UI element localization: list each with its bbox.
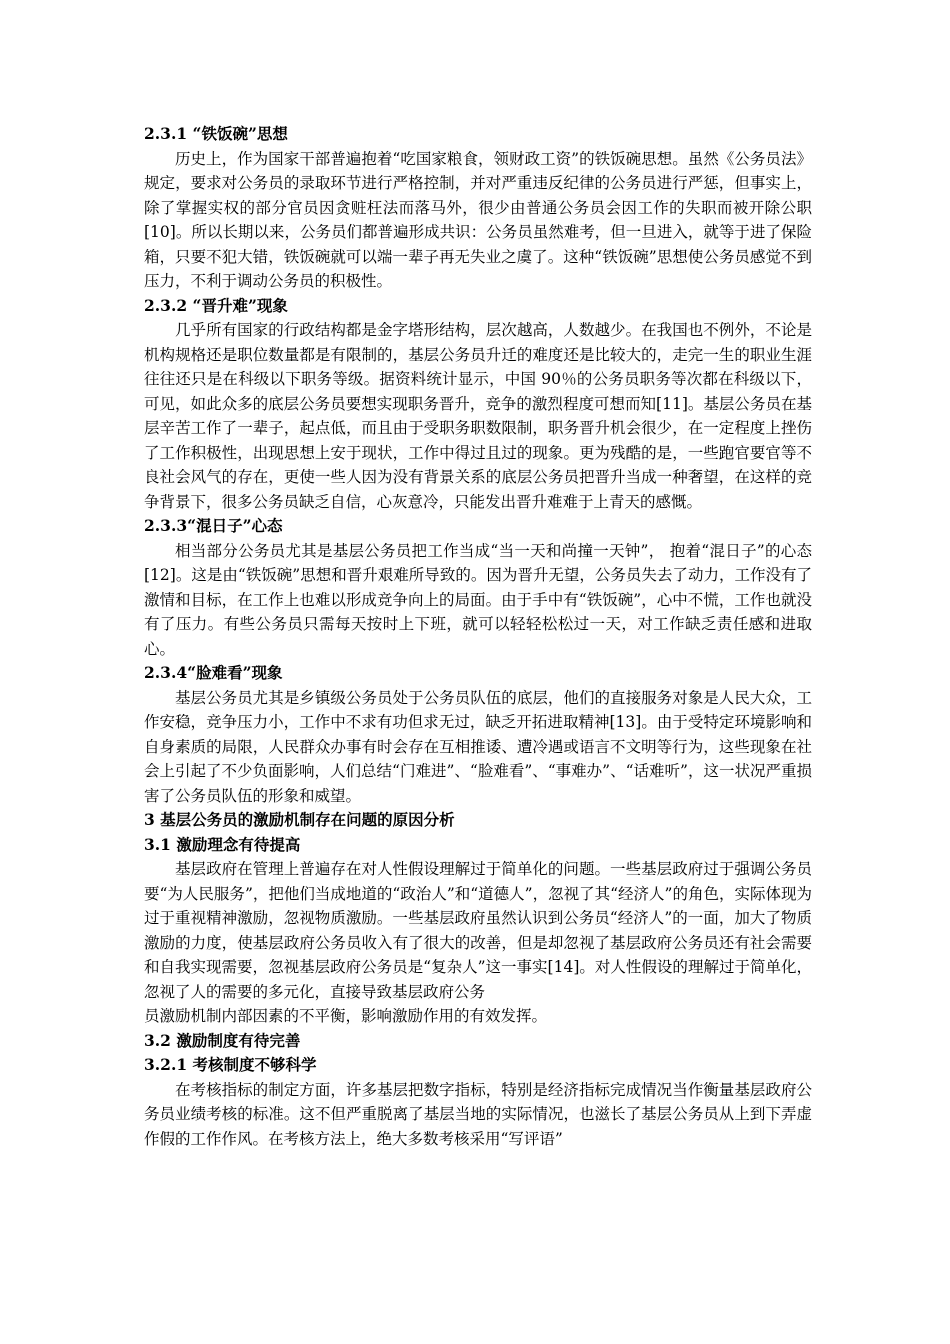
paragraph-assessment-system: 在考核指标的制定方面，许多基层把数字指标，特别是经济指标完成情况当作衡量基层政府公务员业绩考核的标准。这不但严重脱离了基层当地的实际情况，也滋长了基层公务员从上到下弄虚作假的工作作风。在考核方法上，绝大多数考核采用“写评语” [144,1080,812,1148]
section-heading-3-2: 3.2 激励制度有待完善 [144,1030,301,1050]
section-heading-2-3-2: 2.3.2 “晋升难”现象 [144,295,288,315]
paragraph-iron-rice-bowl: 历史上，作为国家干部普遍抱着“吃国家粮食，领财政工资”的铁饭碗思想。虽然《公务员法》规定，要求对公务员的录取环节进行严格控制，并对严重违反纪律的公务员进行严惩，但事实上，除了掌握实权的部分官员因贪赃枉法而落马外，很少由普通公务员会因工作的失职而被开除公职[10]。所以长期以来，公务员们都普遍形成共识：公务员虽然难考，但一旦进入，就等于进了保险箱，只要不犯大错，铁饭碗就可以端一辈子再无失业之虞了。这种“铁饭碗”思想使公务员感觉不到压力，不利于调动公务员的积极性。 [144,149,812,290]
section-heading-2-3-3: 2.3.3“混日子”心态 [144,516,283,535]
paragraph-incentive-concept-continued: 员激励机制内部因素的不平衡，影响激励作用的有效发挥。 [144,1007,548,1025]
paragraph-idle-mentality: 相当部分公务员尤其是基层公务员把工作当成“当一天和尚撞一天钟”， 抱着“混日子”的心态[12]。这是由“铁饭碗”思想和晋升艰难所导致的。因为晋升无望，公务员失去了动力，工作没有了激情和目标，在工作上也难以形成竞争向上的局面。由于手中有“铁饭碗”，心中不慌，工作也就没有了压力。有些公务员只需每天按时上下班，就可以轻轻松松过一天，对工作缺乏责任感和进取心。 [144,541,812,658]
section-heading-2-3-1: 2.3.1 “铁饭碗”思想 [144,124,288,143]
section-heading-3-2-1: 3.2.1 考核制度不够科学 [144,1055,317,1074]
paragraph-bad-attitude: 基层公务员尤其是乡镇级公务员处于公务员队伍的底层，他们的直接服务对象是人民大众，工作安稳，竞争压力小，工作中不求有功但求无过，缺乏开拓进取精神[13]。由于受特定环境影响和自身素质的局限，人民群众办事有时会存在互相推诿、遭冷遇或语言不文明等行为，这些现象在社会上引起了不少负面影响，人们总结“门难进”、“脸难看”、“事难办”、“话难听”，这一状况严重损害了公务员队伍的形象和威望。 [144,688,812,805]
paragraph-incentive-concept: 基层政府在管理上普遍存在对人性假设理解过于简单化的问题。一些基层政府过于强调公务员要“为人民服务”，把他们当成地道的“政治人”和“道德人”，忽视了其“经济人”的角色，实际体现为过于重视精神激励，忽视物质激励。一些基层政府虽然认识到公务员“经济人”的一面，加大了物质激励的力度，使基层政府公务员收入有了很大的改善，但是却忽视了基层政府公务员还有社会需要和自我实现需要，忽视基层政府公务员是“复杂人”这一事实[14]。对人性假设的理解过于简单化，忽视了人的需要的多元化，直接导致基层政府公务 [144,860,812,1001]
paragraph-promotion-difficulty: 几乎所有国家的行政结构都是金字塔形结构，层次越高，人数越少。在我国也不例外，不论是机构规格还是职位数量都是有限制的，基层公务员升迁的难度还是比较大的，走完一生的职业生涯往往还只是在科级以下职务等级。据资料统计显示，中国 90％的公务员职务等次都在科级以下，可见，如此众多的底层公务员要想实现职务晋升，竞争的激烈程度可想而知[11]。基层公务员在基层辛苦工作了一辈子，起点低，而且由于受职务职数限制，职务晋升机会很少，在一定程度上挫伤了工作积极性，出现思想上安于现状，工作中得过且过的现象。更为残酷的是，一些跑官要官等不良社会风气的存在，更使一些人因为没有背景关系的底层公务员把晋升当成一种奢望，在这样的竞争背景下，很多公务员缺乏自信，心灰意冷，只能发出晋升难难于上青天的感慨。 [144,321,812,511]
section-heading-2-3-4: 2.3.4“脸难看”现象 [144,663,283,682]
section-heading-3-1: 3.1 激励理念有待提高 [144,834,301,854]
document-page [144,122,812,1151]
chapter-heading-3: 3 基层公务员的激励机制存在问题的原因分析 [144,810,455,829]
